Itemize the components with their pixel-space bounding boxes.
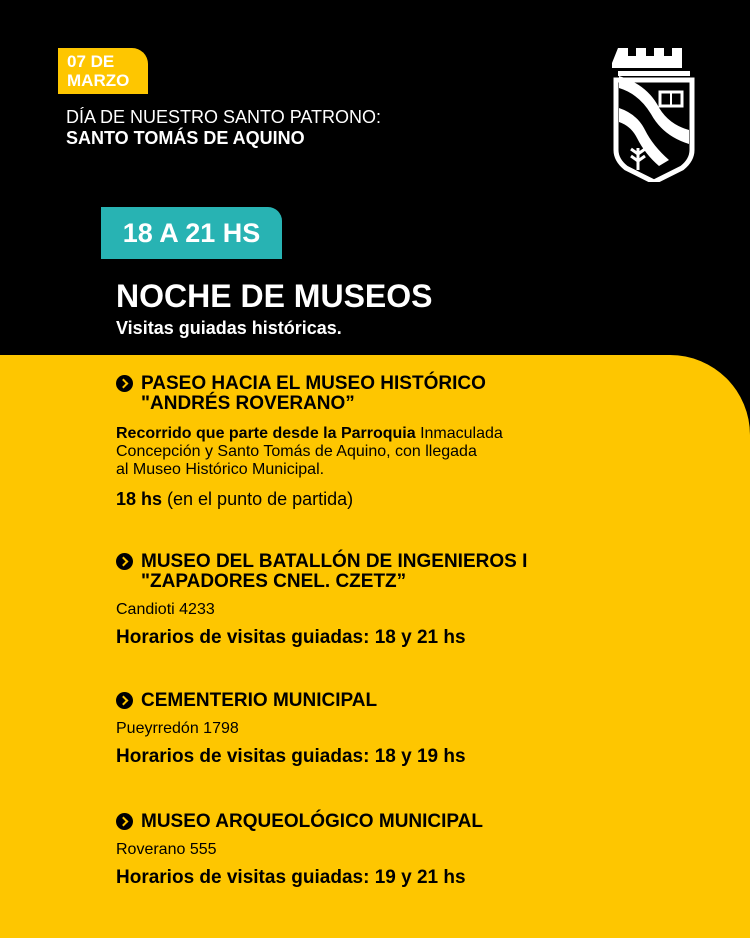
item-address: Candioti 4233 (116, 601, 215, 618)
item-address: Pueyrredón 1798 (116, 720, 239, 737)
patron-name: SANTO TOMÁS DE AQUINO (66, 128, 305, 148)
item-hours: Horarios de visitas guiadas: 18 y 19 hs (116, 746, 466, 767)
list-item-arqueologico (116, 812, 483, 889)
item-title-line: PASEO HACIA EL MUSEO HISTÓRICO (141, 373, 486, 394)
item-hours: Horarios de visitas guiadas: 19 y 21 hs (116, 867, 466, 888)
list-item-batallon (116, 552, 527, 649)
list-item-paseo (116, 374, 503, 510)
date-badge (58, 48, 148, 94)
item-hours: Horarios de visitas guiadas: 18 y 21 hs (116, 627, 466, 648)
chevron-right-icon (116, 553, 133, 570)
item-title-line: MUSEO DEL BATALLÓN DE INGENIEROS I (141, 551, 528, 572)
date-month: MARZO (67, 71, 130, 90)
item-time-bold: 18 hs (116, 489, 163, 509)
chevron-right-icon (116, 692, 133, 709)
time-range-badge: 18 A 21 HS (101, 207, 282, 259)
item-description-bold: Recorrido que parte desde la Parroquia (116, 425, 416, 442)
item-description (116, 425, 503, 479)
item-time-text: (en el punto de partida) (162, 489, 354, 509)
date-day: 07 DE (67, 52, 115, 71)
item-address: Roverano 555 (116, 841, 217, 858)
item-title (116, 374, 503, 414)
item-description-text: al Museo Histórico Municipal. (116, 461, 325, 478)
item-title (116, 552, 527, 592)
chevron-right-icon (116, 813, 133, 830)
event-title: NOCHE DE MUSEOS (116, 278, 433, 314)
item-title-line: CEMENTERIO MUNICIPAL (141, 690, 378, 711)
item-title (116, 812, 483, 832)
item-description-text: Concepción y Santo Tomás de Aquino, con llegada (116, 443, 477, 460)
item-title-line: MUSEO ARQUEOLÓGICO MUNICIPAL (141, 811, 483, 832)
item-title-line: "ZAPADORES CNEL. CZETZ” (141, 571, 407, 592)
chevron-right-icon (116, 375, 133, 392)
item-description-text: Inmaculada (415, 425, 503, 442)
city-coat-of-arms-icon (612, 44, 696, 182)
item-title (116, 691, 466, 711)
event-subtitle: Visitas guiadas históricas. (116, 318, 342, 338)
item-title-line: "ANDRÉS ROVERANO” (141, 393, 355, 414)
list-item-cementerio (116, 691, 466, 768)
item-time (116, 489, 503, 510)
patron-label: DÍA DE NUESTRO SANTO PATRONO: (66, 107, 382, 127)
